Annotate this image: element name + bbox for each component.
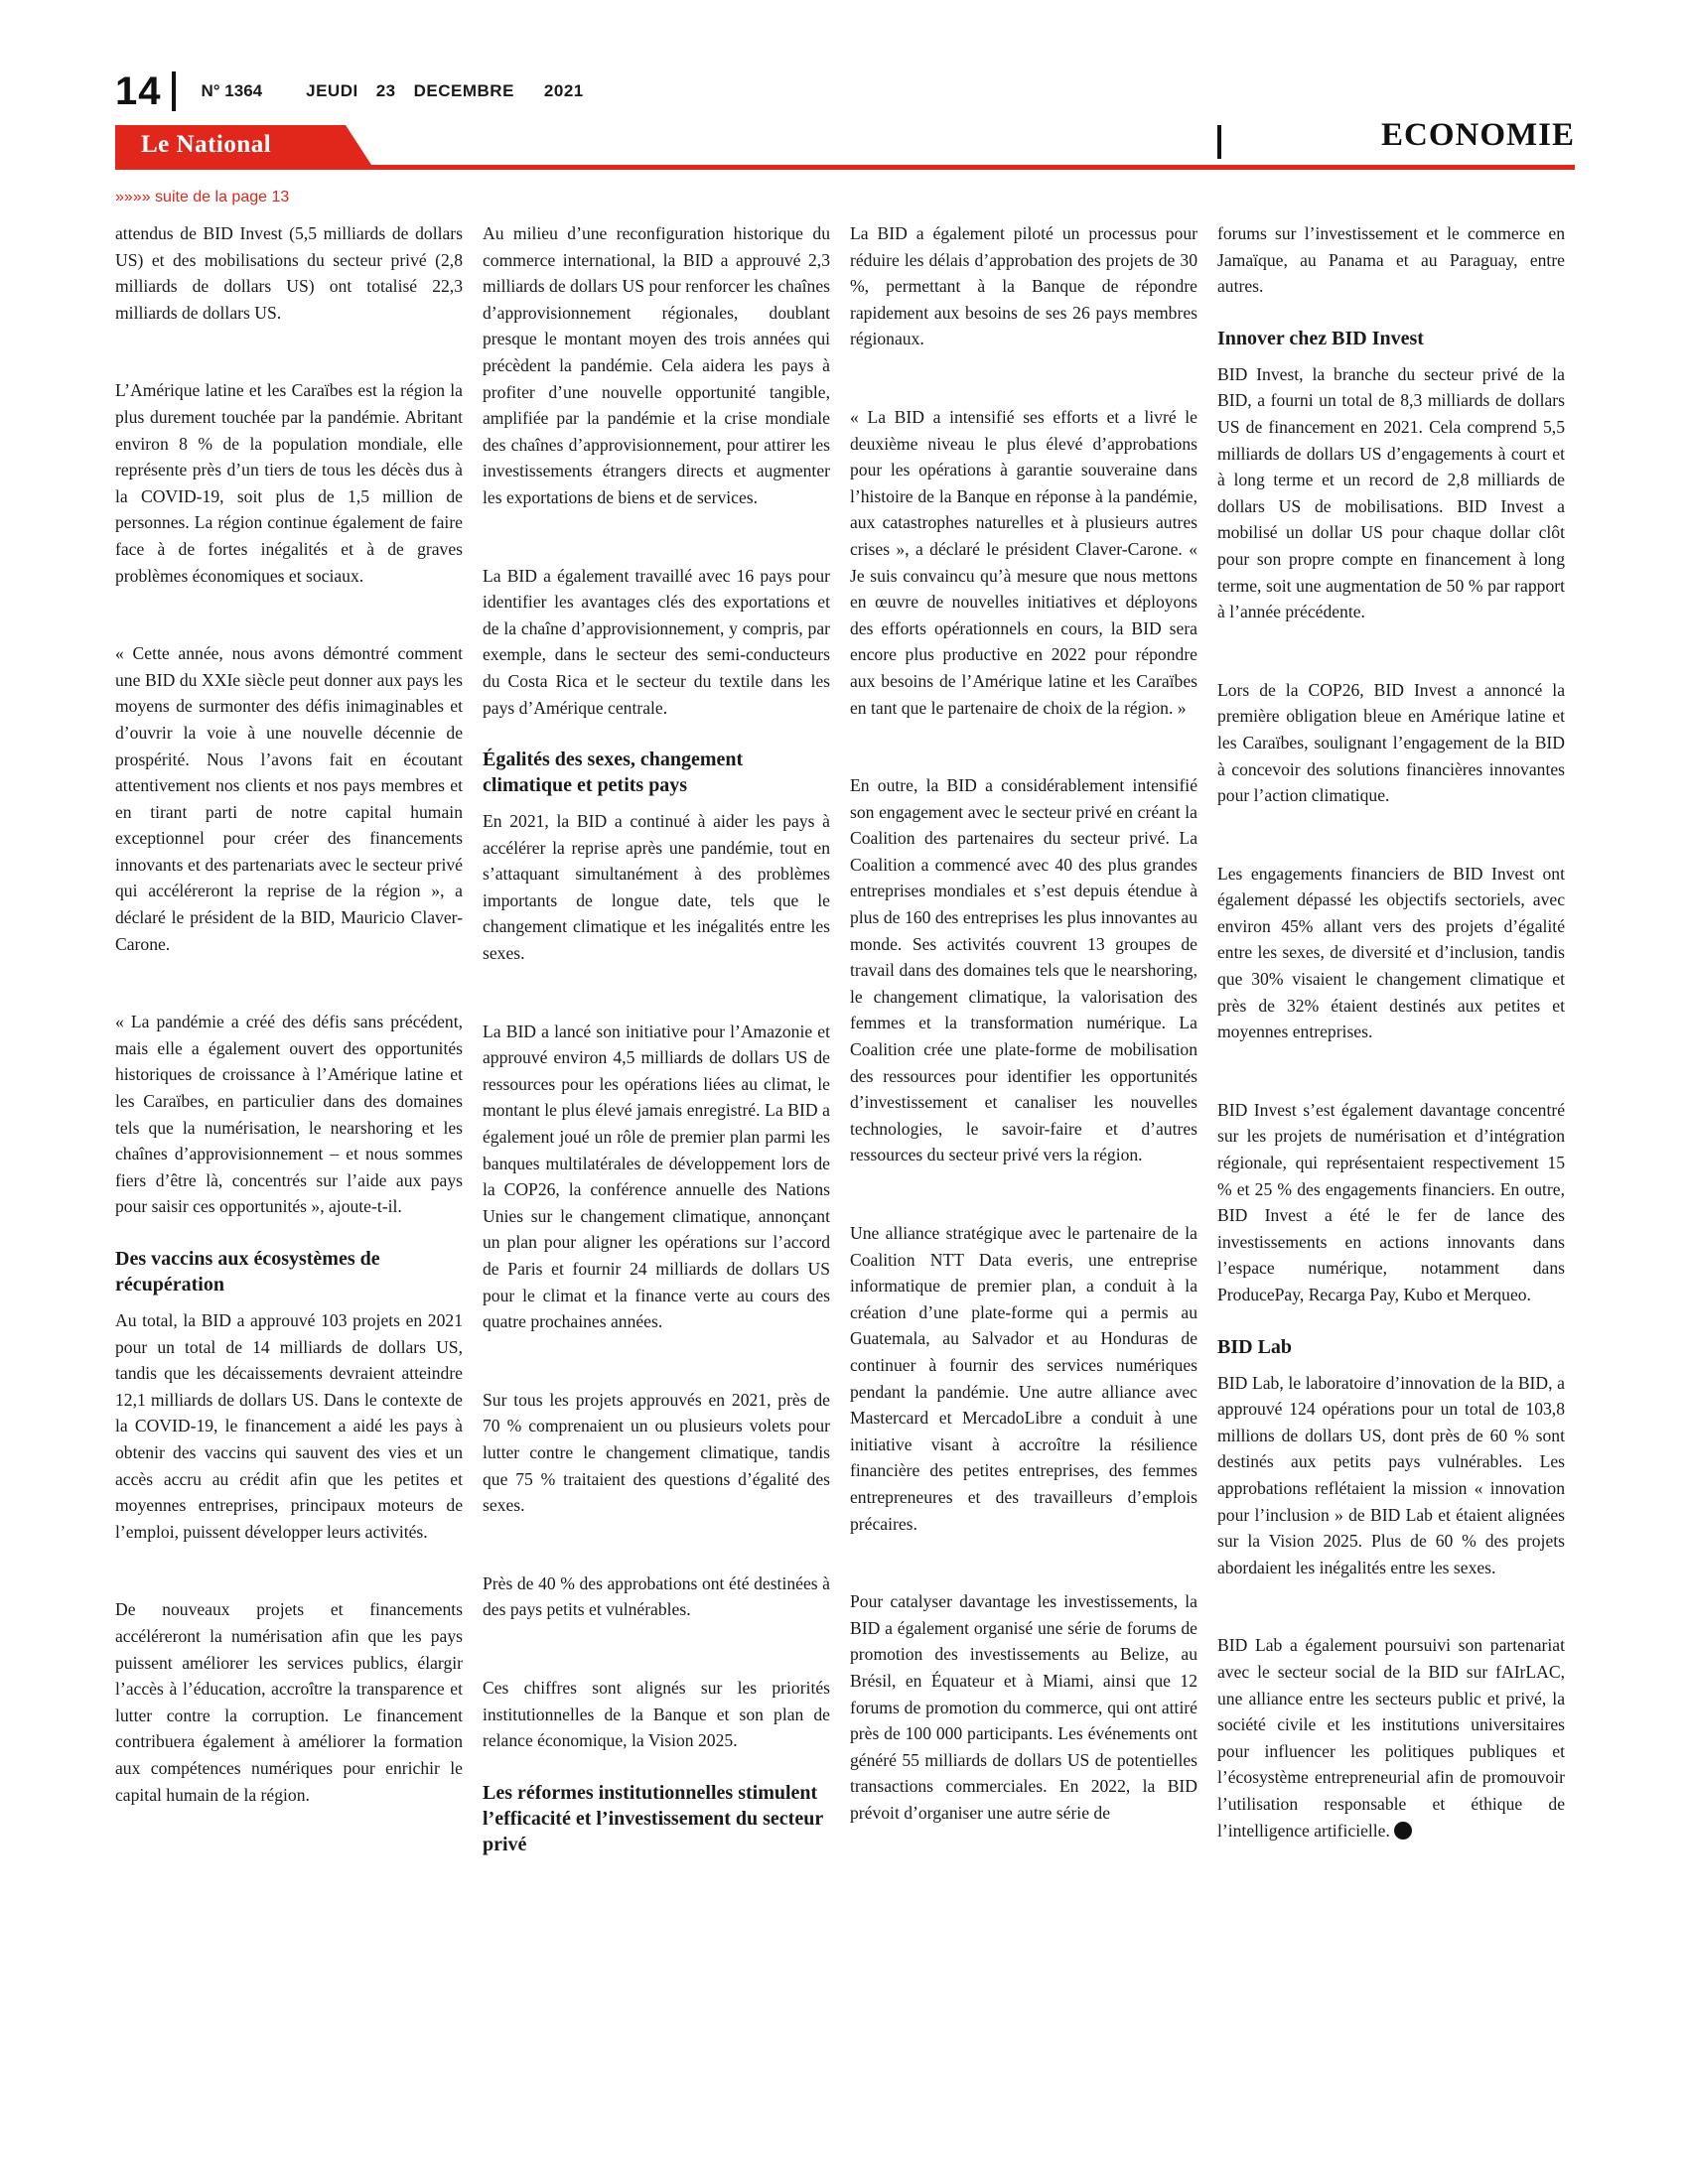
subheading: Innover chez BID Invest — [1217, 327, 1424, 349]
paragraph: Près de 40 % des approbations ont été destinées à des pays petits et vulnérables. — [483, 1572, 830, 1620]
paragraph: En 2021, la BID a continué à aider les pays à accélérer la reprise après une pandémie, tout en s’attaquant simultanément à des problèmes importants de longue date, tels que le changement climatique et les inégalités entre les sexes. — [483, 811, 830, 964]
paragraph: L’Amérique latine et les Caraïbes est la région la plus durement touchée par la pandémie. Abritant environ 8 % de la population mondiale, elle représente près d’un tiers de tous les décès dus à la COVID-19, soit plus de 1,5 million de personnes. La région continue également de faire face à de fortes inégalités et à de graves problèmes économiques et sociaux. — [115, 380, 463, 586]
paragraph: forums sur l’investissement et le commerce en Jamaïque, au Panama et au Paraguay, entre autres. — [1217, 223, 1565, 297]
paragraph: BID Invest, la branche du secteur privé de la BID, a fourni un total de 8,3 milliards de dollars US de financement en 2021. Cela comprend 5,5 milliards de dollars US d’engagements à court et à long terme et un record de 2,8 milliards de dollars US de mobilisations. BID Invest a mobilisé un dollar US pour chaque dollar clôt pour son propre compte en financement à long terme, soit une augmentation de 50 % par rapport à l’année précédente. — [1217, 363, 1565, 622]
paragraph: « La BID a intensifié ses efforts et a livré le deuxième niveau le plus élevé d’approbations pour les opérations à garantie souveraine dans l’histoire de la Banque en réponse à la pandémie, aux catastrophes naturelles et à plusieurs autres crises », a déclaré le président Claver-Carone. « Je suis convaincu qu’à mesure que nous mettons en œuvre de nouvelles initiatives et déployons des efforts opérationnels en cours, la BID sera encore plus productive en 2022 pour répondre aux besoins de l’Amérique latine et les Caraïbes en tant que le partenaire de choix de la région. » — [850, 406, 1197, 718]
paragraph: La BID a également travaillé avec 16 pays pour identifier les avantages clés des exportations et de la chaîne d’approvisionnement, y compris, par exemple, dans le secteur des semi-conducteurs du Costa Rica et le secteur du textile dans les pays d’Amérique centrale. — [483, 565, 830, 718]
paragraph-final — [1217, 1632, 1565, 1843]
article-column-1 — [115, 220, 463, 1834]
paragraph: Au total, la BID a approuvé 103 projets en 2021 pour un total de 14 milliards de dollars US, tandis que les décaissements devraient atteindre 12,1 milliards de dollars US. Dans le contexte de la COVID-19, le financement a aidé les pays à obtenir des vaccins qui sauvent des vies et un accès accru au crédit afin que les petites et moyennes entreprises, principaux moteurs de l’emploi, puissent développer leurs activités. — [115, 1310, 463, 1542]
date-month: DECEMBRE — [413, 81, 514, 100]
paragraph: « Cette année, nous avons démontré comment une BID du XXIe siècle peut donner aux pays les moyens de surmonter des défis inimaginables et d’ouvrir la voie à une nouvelle décennie de prospérité. Nous l’avons fait en écoutant attentivement nos clients et nos pays membres et en tirant parti de notre capital humain exceptionnel pour créer des financements innovants et des partenariats avec le secteur privé qui accéléreront la reprise de la région », a déclaré le président de la BID, Mauricio Claver-Carone. — [115, 643, 463, 954]
subheading: Des vaccins aux écosystèmes de récupération — [115, 1248, 380, 1296]
paragraph: attendus de BID Invest (5,5 milliards de dollars US) et des mobilisations du secteur privé (2,8 milliards de dollars US) ont totalisé 22,3 milliards de dollars US. — [115, 223, 463, 323]
paragraph: Pour catalyser davantage les investissements, la BID a également organisé une série de forums de promotion des investissements au Belize, au Brésil, en Équateur et à Miami, ainsi que 12 forums de promotion du commerce, qui ont attiré près de 100 000 participants. Les événements ont généré 55 milliards de dollars US de potentielles transactions commerciales. En 2022, la BID prévoit d’organiser une autre série de — [850, 1591, 1197, 1823]
page-number: 14 — [115, 68, 162, 113]
date-weekday: JEUDI — [306, 81, 358, 100]
article-column-2 — [483, 220, 830, 1867]
paragraph: Ces chiffres sont alignés sur les priorités institutionnelles de la Banque et son plan de relance économique, la Vision 2025. — [483, 1677, 830, 1751]
paragraph: La BID a lancé son initiative pour l’Amazonie et approuvé environ 4,5 milliards de dollars US de ressources pour les opérations liées au climat, le montant le plus élevé jamais enregistré. La BID a également joué un rôle de premier plan parmi les banques multilatérales de développement lors de la COP26, la conférence annuelle des Nations Unies sur le changement climatique, annonçant un plan pour aligner les opérations sur l’accord de Paris et fournir 24 milliards de dollars US pour le climat et la finance verte au cours des quatre prochaines années. — [483, 1021, 830, 1332]
article-column-3 — [850, 220, 1197, 1851]
masthead-title: Le National — [141, 131, 272, 158]
date-day: 23 — [375, 81, 396, 100]
paragraph: La BID a également piloté un processus pour réduire les délais d’approbation des projets de 30 %, permettant à la Banque de répondre rapidement aux besoins de ses 26 pays membres régionaux. — [850, 223, 1197, 349]
article-column-4 — [1217, 220, 1565, 1869]
paragraph: Au milieu d’une reconfiguration historique du commerce international, la BID a approuvé 2,3 milliards de dollars US pour renforcer les chaînes d’approvisionnement régionales, doublant presque le montant moyen des trois années qui précèdent la pandémie. Cela aidera les pays à profiter d’une nouvelle opportunité tangible, amplifiée par la pandémie et la crise mondiale des chaînes d’approvisionnement, pour attirer les investissements étrangers directs et augmenter les exportations de biens et de services. — [483, 223, 830, 507]
paragraph: Sur tous les projets approuvés en 2021, près de 70 % comprenaient un ou plusieurs volets pour lutter contre le changement climatique, tandis que 75 % traitaient des questions d’égalité des sexes. — [483, 1389, 830, 1516]
masthead-logo — [115, 125, 373, 165]
continued-from-link[interactable]: »»»» suite de la page 13 — [115, 189, 290, 205]
page-number-divider — [172, 71, 176, 111]
subheading: BID Lab — [1217, 1335, 1293, 1358]
paragraph: BID Lab, le laboratoire d’innovation de la BID, a approuvé 124 opérations pour un total de 103,8 millions de dollars US, dont près de 60 % sont destinés aux petits pays vulnérables. Les approbations reflétaient la mission « innovation pour l’inclusion » de BID Lab et étaient alignées sur la Vision 2025. Plus de 60 % des projets abordaient les inégalités entre les sexes. — [1217, 1372, 1565, 1577]
date-year: 2021 — [543, 81, 584, 100]
issue-number: N° 1364 — [201, 81, 263, 100]
end-of-article-icon — [1394, 1822, 1412, 1840]
paragraph: Lors de la COP26, BID Invest a annoncé la première obligation bleue en Amérique latine et les Caraïbes, soulignant l’engagement de la BID à concevoir des solutions financières innovantes pour l’action climatique. — [1217, 679, 1565, 806]
header-rule — [115, 165, 1575, 170]
subheading: Les réformes institutionnelles stimulent l’efficacité et l’investissement du secteur privé — [483, 1781, 823, 1855]
section-title: ECONOMIE — [1380, 117, 1575, 153]
paragraph: De nouveaux projets et financements accéléreront la numérisation afin que les pays puissent améliorer les services publics, élargir l’accès à l’éducation, accroître la transparence et lutter contre la corruption. Le financement contribuera également à améliorer la formation aux compétences numériques pour enrichir le capital humain de la région. — [115, 1599, 463, 1805]
paragraph: Les engagements financiers de BID Invest ont également dépassé les objectifs sectoriels, avec environ 45% allant vers des projets d’égalité entre les sexes, de diversité et d’inclusion, tandis que 30% visaient le changement climatique et près de 32% étaient destinés aux petites et moyennes entreprises. — [1217, 863, 1565, 1042]
subheading: Égalités des sexes, changement climatique et petits pays — [483, 749, 744, 797]
paragraph: BID Invest s’est également davantage concentré sur les projets de numérisation et d’intégration régionale, qui représentaient respectivement 15 % et 25 % des engagements financiers. En outre, BID Invest a été le fer de lance des investissements en actions innovants dans l’espace numérique, notamment dans ProducePay, Recarga Pay, Kubo et Merqueo. — [1217, 1099, 1565, 1304]
page-header — [115, 69, 602, 113]
paragraph: Une alliance stratégique avec le partenaire de la Coalition NTT Data everis, une entreprise informatique de premier plan, a conduit à la création d’une plate-forme qui a permis au Guatemala, au Salvador et au Honduras de continuer à fournir des services numériques pendant la pandémie. Une autre alliance avec Mastercard et MercadoLibre a conduit à une initiative visant à accroître la résilience financière des petites entreprises, des femmes entrepreneures et des travailleurs d’emplois précaires. — [850, 1223, 1197, 1534]
paragraph-text: BID Lab a également poursuivi son partenariat avec le secteur social de la BID sur fAIrLAC, une alliance entre les secteurs public et privé, la société civile et les institutions universitaires pour influencer les politiques publiques et l’écosystème entrepreneurial afin de promouvoir l’utilisation responsable et éthique de l’intelligence artificielle. — [1217, 1635, 1565, 1841]
paragraph: « La pandémie a créé des défis sans précédent, mais elle a également ouvert des opportunités historiques de croissance à l’Amérique latine et les Caraïbes, en particulier dans des domaines tels que la numérisation, le nearshoring et les chaînes d’approvisionnement – et nous sommes fiers d’être là, concentrés sur l’aide aux pays pour saisir ces opportunités », ajoute-t-il. — [115, 1012, 463, 1217]
section-divider — [1217, 125, 1221, 159]
paragraph: En outre, la BID a considérablement intensifié son engagement avec le secteur privé en créant la Coalition des partenaires du secteur privé. La Coalition a commencé avec 40 des plus grandes entreprises mondiales et s’est depuis étendue à plus de 160 des entreprises les plus innovantes au monde. Ses activités couvrent 13 groupes de travail dans des domaines tels que le nearshoring, le changement climatique, la valorisation des femmes et la transformation numérique. La Coalition crée une plate-forme de mobilisation des ressources pour identifier les opportunités d’investissement et canaliser les nouvelles technologies, le savoir-faire et d’autres ressources du secteur privé vers la région. — [850, 775, 1197, 1165]
